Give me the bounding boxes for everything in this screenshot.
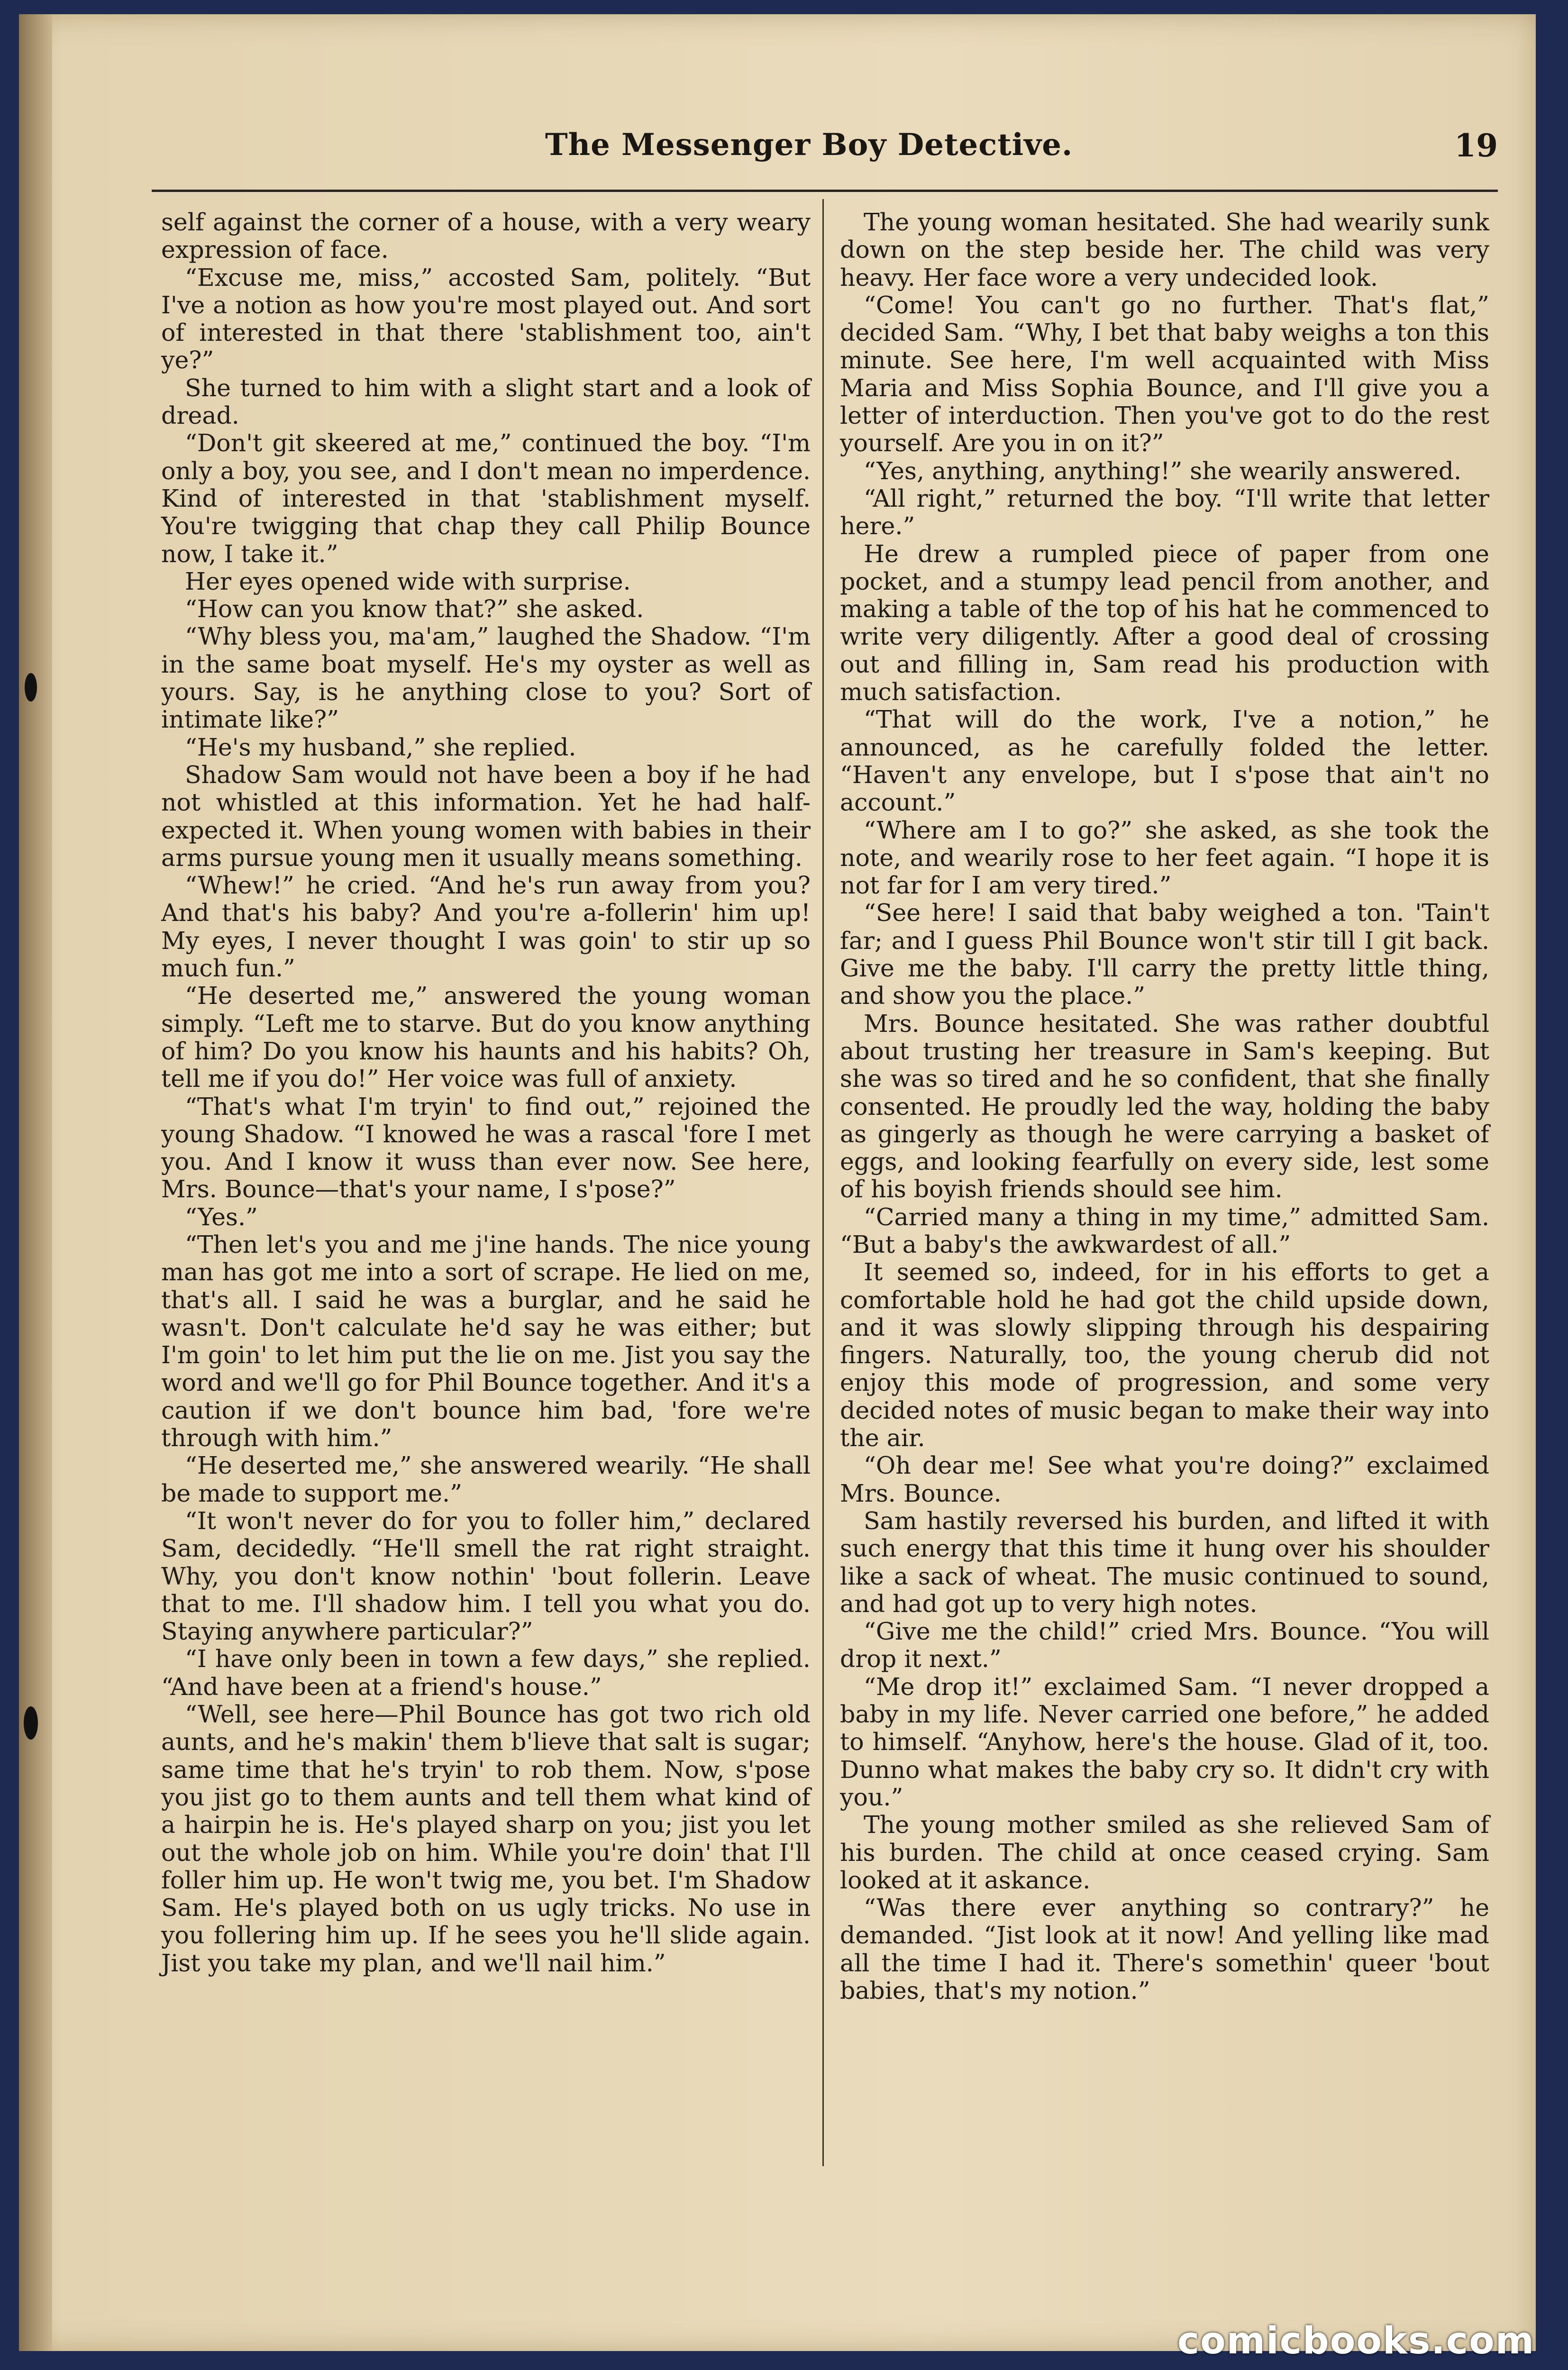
paragraph: “That will do the work, I've a notion,” he announced, as he carefully folded the letter. “Haven't any envelope, but I s'pose that ain't no account.” bbox=[840, 705, 1489, 817]
paragraph: “Well, see here—Phil Bounce has got two rich old aunts, and he's makin' them b'lieve that salt is sugar; same time that he's tryin' to rob them. Now, s'pose you jist go to them aunts and tell them what kind of a hairpin he is. He's played sharp on you; jist you let out the whole job on him. While you're doin' that I'll foller him up. He won't twig me, you bet. I'm Shadow Sam. He's played both on us ugly tricks. No use in you follering him up. If he sees you he'll slide again. Jist you take my plan, and we'll nail him.” bbox=[161, 1700, 811, 1977]
column-divider bbox=[822, 199, 824, 2166]
paragraph: “Carried many a thing in my time,” admitted Sam. “But a baby's the awkwardest of all.” bbox=[840, 1203, 1489, 1258]
paragraph: Sam hastily reversed his burden, and lifted it with such energy that this time it hung over his shoulder like a sack of wheat. The music continued to sound, and had got up to very high notes. bbox=[840, 1506, 1489, 1618]
paragraph: She turned to him with a slight start and a look of dread. bbox=[161, 374, 811, 430]
paragraph: He drew a rumpled piece of paper from one pocket, and a stumpy lead pencil from another, and making a table of the top of his hat he commenced to write very diligently. After a good deal of crossing out and filling in, Sam read his production with much satisfaction. bbox=[840, 539, 1489, 706]
left-column bbox=[161, 209, 811, 1977]
header-rule bbox=[152, 190, 1498, 192]
paragraph: Shadow Sam would not have been a boy if he had not whistled at this information. Yet he had half-expected it. When young women with babies in their arms pursue young men it usually means something. bbox=[161, 760, 811, 872]
paragraph: self against the corner of a house, with a very weary expression of face. bbox=[161, 208, 811, 264]
binding-hole bbox=[25, 673, 37, 702]
running-title: The Messenger Boy Detective. bbox=[545, 127, 1073, 163]
paragraph: “It won't never do for you to foller him,” declared Sam, decidedly. “He'll smell the rat right straight. Why, you don't know nothin' 'bout follerin. Leave that to me. I'll shadow him. I tell you what you do. Staying anywhere particular?” bbox=[161, 1506, 811, 1646]
paragraph: “Whew!” he cried. “And he's run away from you? And that's his baby? And you're a-follerin' him up! My eyes, I never thought I was goin' to stir up so much fun.” bbox=[161, 871, 811, 983]
page-number: 19 bbox=[1454, 127, 1498, 164]
paragraph: “Yes, anything, anything!” she wearily answered. bbox=[864, 456, 1461, 485]
right-column bbox=[840, 209, 1489, 2005]
paragraph: “He deserted me,” she answered wearily. “He shall be made to support me.” bbox=[161, 1451, 811, 1507]
paragraph: “Me drop it!” exclaimed Sam. “I never dropped a baby in my life. Never carried one before,” he added to himself. “Anyhow, here's the house. Glad of it, too. Dunno what makes the baby cry so. It didn't cry with you.” bbox=[840, 1672, 1489, 1811]
site-watermark: comicbooks.com bbox=[1177, 2320, 1535, 2362]
paragraph: “Give me the child!” cried Mrs. Bounce. “You will drop it next.” bbox=[840, 1617, 1489, 1673]
paragraph: “Was there ever anything so contrary?” he demanded. “Jist look at it now! And yelling like mad all the time I had it. There's somethin' queer 'bout babies, that's my notion.” bbox=[840, 1894, 1489, 2005]
paragraph: “All right,” returned the boy. “I'll write that letter here.” bbox=[840, 484, 1489, 540]
paragraph: “Why bless you, ma'am,” laughed the Shadow. “I'm in the same boat myself. He's my oyster as well as yours. Say, is he anything close to you? Sort of intimate like?” bbox=[161, 622, 811, 734]
paragraph: “Don't git skeered at me,” continued the boy. “I'm only a boy, you see, and I don't mean no imperdence. Kind of interested in that 'stablishment myself. You're twigging that chap they call Philip Bounce now, I take it.” bbox=[161, 429, 811, 568]
paragraph: “Excuse me, miss,” accosted Sam, politely. “But I've a notion as how you're most played out. And sort of interested in that there 'stablishment too, ain't ye?” bbox=[161, 263, 811, 374]
paragraph: “Where am I to go?” she asked, as she took the note, and wearily rose to her feet again. “I hope it is not far for I am very tired.” bbox=[840, 816, 1489, 900]
paragraph: “He deserted me,” answered the young woman simply. “Left me to starve. But do you know anything of him? Do you know his haunts and his habits? Oh, tell me if you do!” Her voice was full of anxiety. bbox=[161, 982, 811, 1093]
page-header bbox=[147, 127, 1503, 179]
paragraph: Mrs. Bounce hesitated. She was rather doubtful about trusting her treasure in Sam's keeping. But she was so tired and he so confident, that she finally consented. He proudly led the way, holding the baby as gingerly as though he were carrying a basket of eggs, and looking fearfully on every side, lest some of his boyish friends should see him. bbox=[840, 1009, 1489, 1203]
paragraph: The young mother smiled as she relieved Sam of his burden. The child at once ceased crying. Sam looked at it askance. bbox=[840, 1811, 1489, 1894]
paragraph: “How can you know that?” she asked. bbox=[185, 595, 644, 623]
paragraph: “Yes.” bbox=[185, 1203, 258, 1231]
paragraph: “That's what I'm tryin' to find out,” rejoined the young Shadow. “I knowed he was a rascal 'fore I met you. And I know it wuss than ever now. See here, Mrs. Bounce—that's your name, I s'pose?” bbox=[161, 1092, 811, 1203]
binding-hole bbox=[24, 1706, 38, 1740]
paragraph: “Come! You can't go no further. That's flat,” decided Sam. “Why, I bet that baby weighs a ton this minute. See here, I'm well acquainted with Miss Maria and Miss Sophia Bounce, and I'll give you a letter of interduction. Then you've got to do the rest yourself. Are you in on it?” bbox=[840, 291, 1489, 457]
paragraph: Her eyes opened wide with surprise. bbox=[185, 567, 631, 595]
paragraph: It seemed so, indeed, for in his efforts to get a comfortable hold he had got the child upside down, and it was slowly slipping through his despairing fingers. Naturally, too, the young cherub did not enjoy this mode of progression, and some very decided notes of music began to make their way into the air. bbox=[840, 1258, 1489, 1452]
paragraph: “Then let's you and me j'ine hands. The nice young man has got me into a sort of scrape. He lied on me, that's all. I said he was a burglar, and he said he wasn't. Don't calculate he'd say he was either; but I'm goin' to let him put the lie on me. Jist you say the word and we'll go for Phil Bounce together. And it's a caution if we don't bounce him bad, 'fore we're through with him.” bbox=[161, 1230, 811, 1452]
paragraph: “See here! I said that baby weighed a ton. 'Tain't far; and I guess Phil Bounce won't stir till I git back. Give me the baby. I'll carry the pretty little thing, and show you the place.” bbox=[840, 899, 1489, 1010]
paragraph: “Oh dear me! See what you're doing?” exclaimed Mrs. Bounce. bbox=[840, 1451, 1489, 1507]
paragraph: “He's my husband,” she replied. bbox=[185, 733, 576, 761]
paragraph: “I have only been in town a few days,” she replied. “And have been at a friend's house.” bbox=[161, 1645, 811, 1701]
paragraph: The young woman hesitated. She had wearily sunk down on the step beside her. The child was very heavy. Her face wore a very undecided look. bbox=[840, 208, 1489, 292]
page-gutter bbox=[19, 14, 52, 2351]
